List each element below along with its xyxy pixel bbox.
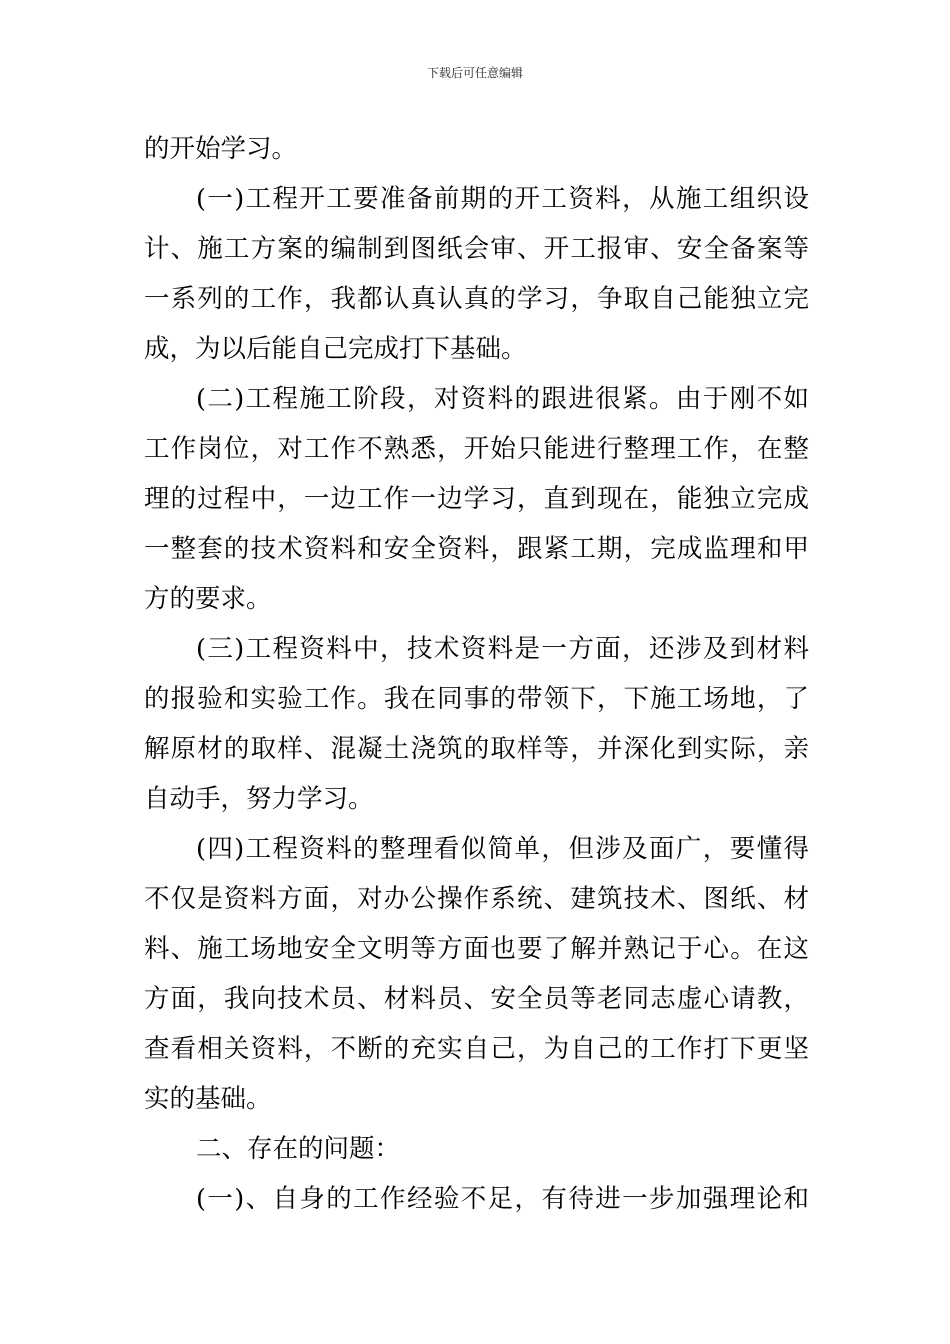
text-line: 一系列的工作，我都认真认真的学习，争取自己能独立完 [144,284,809,314]
text-line: 的开始学习。 [144,134,298,164]
text-line: (一)工程开工要准备前期的开工资料，从施工组织设 [196,184,809,214]
text-line: 一整套的技术资料和安全资料，跟紧工期，完成监理和甲 [144,534,809,564]
text-line: 方的要求。 [144,584,272,614]
text-line: 方面，我向技术员、材料员、安全员等老同志虚心请教， [144,984,809,1014]
text-line: (二)工程施工阶段，对资料的跟进很紧。由于刚不如 [196,384,809,414]
page-header-note: 下载后可任意编辑 [426,66,523,80]
text-line: 的报验和实验工作。我在同事的带领下，下施工场地，了 [144,684,809,714]
text-line: 成，为以后能自己完成打下基础。 [144,334,527,364]
text-line: (三)工程资料中，技术资料是一方面，还涉及到材料 [196,634,809,664]
text-line: 自动手，努力学习。 [144,784,374,814]
text-line: 工作岗位，对工作不熟悉，开始只能进行整理工作，在整 [144,434,809,464]
text-line: 不仅是资料方面，对办公操作系统、建筑技术、图纸、材 [144,884,809,914]
text-line: 理的过程中，一边工作一边学习，直到现在，能独立完成 [144,484,809,514]
document-body [144,124,809,1224]
section-heading: 二、存在的问题： [196,1134,401,1164]
text-line: (一)、自身的工作经验不足，有待进一步加强理论和 [196,1184,809,1214]
text-line: 实的基础。 [144,1084,272,1114]
text-line: 料、施工场地安全文明等方面也要了解并熟记于心。在这 [144,934,809,964]
text-line: (四)工程资料的整理看似简单，但涉及面广，要懂得 [196,834,809,864]
text-line: 计、施工方案的编制到图纸会审、开工报审、安全备案等 [144,234,809,264]
text-line: 解原材的取样、混凝土浇筑的取样等，并深化到实际，亲 [144,734,809,764]
text-line: 查看相关资料，不断的充实自己，为自己的工作打下更坚 [144,1034,809,1064]
